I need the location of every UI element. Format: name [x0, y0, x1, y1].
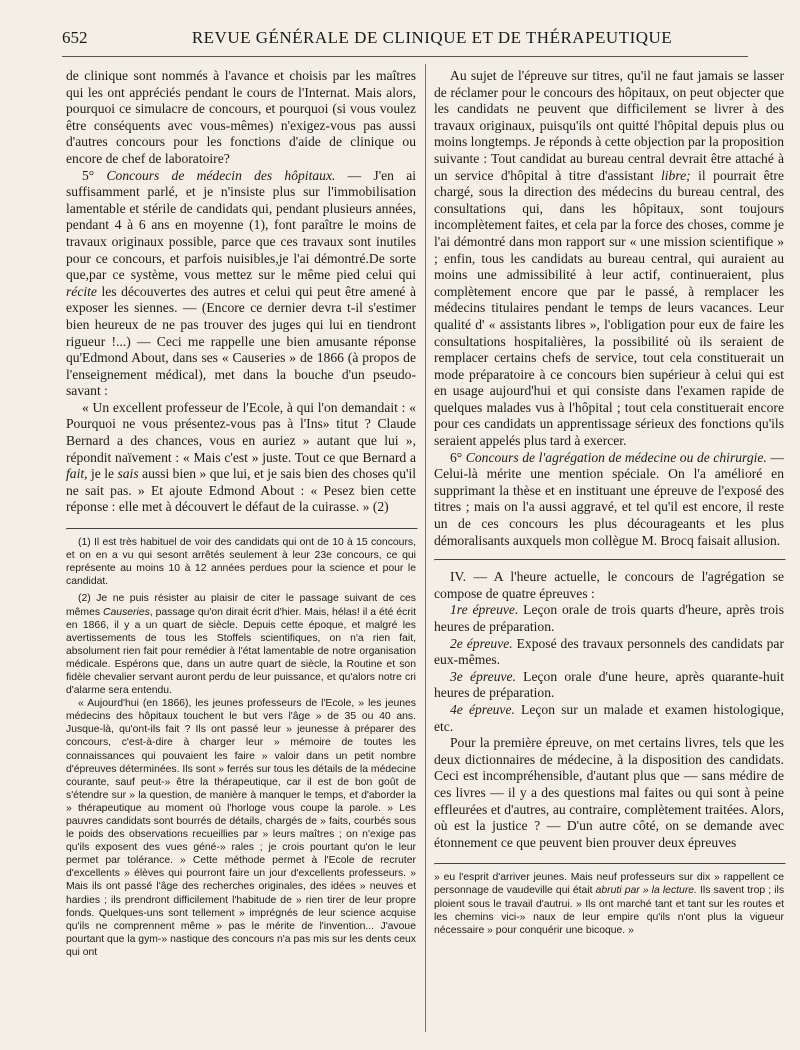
text-run: Exposé des travaux personnels des candidats par eux-mêmes.	[434, 635, 784, 668]
section-gap	[434, 561, 784, 569]
epreuve-label: 1re épreuve.	[450, 602, 519, 618]
text-run: aussi bien » que lui, et je sais bien des choses qu'il ne sait pas. » Et ajoute Edmond About : « Pesez bien cette réponse : elle met à découvert le défaut de la cuirasse. » (2)	[66, 466, 416, 515]
footnote-2	[66, 592, 416, 697]
text-run: (2) Je ne puis résister au plaisir de citer le passage suivant de ces mêmes	[66, 593, 416, 618]
column-divider	[425, 64, 426, 1032]
text-run: il pourrait être chargé, sous la direction des médecins du bureau central, des consultations qui, dans les hôpitaux, sont toujours incomplètement faites, et cela par la force des choses, comme je l'ai démontré dans mon rapport sur « une mission scientifique » ; enfin, tous les candidats au bureau central, qui auraient au moins une admissibilité à leur actif, continueraient, plus complètement encore que par le passé, à remplacer les médecins titulaires pendant le temps de leurs vacances. Leur qualité d' « assistants libres », l'obligation pour eux de faire les consultations hospitalières, la possibilité où ils seraient de remplacer certains chefs de service, tout cela constituerait un mode préparatoire à ce concours bien supérieur à celui qui est en usage aujourd'hui et qui consiste dans l'examen rapide de quelques malades vus à l'hôpital ; tout cela constituerait encore pour ces candidats un apprentissage sérieux des fonctions qu'ils seraient appelés plus tard à exercer.	[434, 167, 784, 449]
footnotes-right	[434, 863, 784, 936]
text-run: les découvertes des autres et celui qui peut être amené à exposer les siennes. — (Encore ce dernier devra t-il s'estimer bien heureux de ne pas trouver des juges qui lui en tiendront rigueur !...) — Ceci me rappelle une bien amusante réponse qu'Edmond About, dans ses « Causeries » de 1866 (à propos de l'enseignement médical), met dans la bouche d'un pseudo-savant :	[66, 283, 416, 399]
right-paragraph-1	[434, 68, 784, 450]
text-run: — Celui-là mérite une mention spéciale. On l'a amélioré en supprimant la thèse et en instituant une épreuve de l'exposé des titres ; mais on l'a aussi aggravé, et tel qu'il est encore, il reste un de ces concours les plus décourageants et les plus démoralisants auxquels mon collègue M. Brocq faisait allusion.	[434, 449, 784, 548]
emphasis: récite	[66, 283, 97, 299]
text-run: Leçon orale d'une heure, après quarante-huit heures de préparation.	[434, 668, 784, 701]
right-paragraph-3: Pour la première épreuve, on met certains livres, tels que les deux dictionnaires de médecine, à la disposition des candidats. Ceci est incompréhensible, d'autant plus que — sans médire de ces livres — il y a des questions mal faites ou qui sont à peine effleurées et d'autres, au contraire, complètement traitées. Alors, où est la justice ? — D'un autre côté, on se demande avec étonnement ce que peuvent bien prouver deux épreuves	[434, 735, 784, 850]
emphasis: abruti par » la lecture.	[595, 885, 697, 897]
left-column	[66, 68, 416, 959]
emphasis: sais	[117, 466, 139, 482]
left-paragraph-3	[66, 400, 416, 516]
footnotes-left	[66, 528, 416, 959]
footnote-rule	[66, 528, 418, 530]
section-title: Concours de l'agrégation de médecine ou de chirurgie.	[465, 449, 767, 465]
running-title: REVUE GÉNÉRALE DE CLINIQUE ET DE THÉRAPEUTIQUE	[191, 28, 673, 47]
section-gap	[434, 549, 784, 559]
emphasis: fait	[66, 466, 85, 482]
emphasis: Causeries	[103, 606, 150, 618]
epreuve-3	[434, 669, 784, 702]
text-run: — J'en ai suffisamment parlé, et je n'insiste plus sur l'immobilisation lamentable et stérile de candidats qui, pendant plusieurs années, pendant 4 à 6 ans en moyenne (1), font paraître le moins de travaux originaux possible, parce que ces travaux sont inutiles pour ce concours, et parfois nuisibles,je l'ai démontré.De sorte que,par ce système, vous mettez sur le même pied celui qui	[66, 167, 417, 283]
footnote-continuation	[434, 871, 784, 936]
text-run: « Un excellent professeur de l'Ecole, à qui l'on demandait : « Pourquoi ne vous présentez-vous pas à l'Ins» titut ? Claude Bernard a des chances, vous en auriez » autant que lui », répondit naïvement : « Mais c'est » juste. Tout ce que Bernard a	[66, 399, 416, 465]
header-rule	[62, 56, 748, 57]
text-run: , passage qu'on dirait écrit d'hier. Mais, hélas! il a été écrit en 1866, il y a un quart de siècle. Depuis cette époque, et malgré les avertissements de tous les Stoffels scientifiques, on n'a rien fait, absolument rien fait pour remédier à l'état lamentable de notre organisation médicale. Espérons que, dans un autre quart de siècle, la Routine et son fidèle chevalier servant auront perdu de leur puissance, et qu'alors notre cri d'alarme sera entendu.	[66, 606, 416, 697]
section-title: Concours de médecin des hôpitaux.	[106, 167, 336, 183]
epreuve-label: 3e épreuve.	[450, 668, 516, 684]
text-run: Leçon sur un malade et examen histologique, etc.	[434, 701, 784, 734]
section-number: 5°	[82, 167, 107, 183]
page-number: 652	[62, 28, 88, 47]
text-run: » eu l'esprit d'arriver jeunes. Mais neuf professeurs sur dix » rappellent ce personnage de vaudeville qui était	[434, 872, 784, 897]
footnote-rule	[434, 863, 786, 865]
left-paragraph-2	[66, 168, 416, 400]
text-run: , je le	[84, 466, 118, 482]
text-run: Au sujet de l'épreuve sur titres, qu'il ne faut jamais se lasser de réclamer pour le concours des hôpitaux, on peut objecter que les candidats ne peuvent que difficilement se livrer à des travaux originaux, puisqu'ils ont quitté l'hôpital depuis plus ou moins longtemps. Je réponds à cette objection par la proposition suivante : Tout candidat au bureau central devrait être attaché à un service d'hôpital à titre d'assistant	[434, 68, 784, 183]
footnote-1: (1) Il est très habituel de voir des candidats qui ont de 10 à 15 concours, et on en a vu qui sesont arrêtés seulement à leur 23e concours, ce qui représente au moins 10 à 12 années perdues pour la science et pour le candidat.	[66, 537, 416, 588]
page-header	[62, 28, 742, 50]
epreuve-4	[434, 702, 784, 735]
right-column	[434, 68, 784, 937]
emphasis: libre;	[661, 167, 691, 183]
epreuve-label: 2e épreuve.	[450, 635, 513, 651]
section-iv-intro: IV. — A l'heure actuelle, le concours de l'agrégation se compose de quatre épreuves :	[434, 569, 784, 601]
epreuve-label: 4e épreuve.	[450, 701, 515, 717]
right-paragraph-2	[434, 450, 784, 550]
section-number: 6°	[450, 449, 466, 465]
footnote-2-quote: « Aujourd'hui (en 1866), les jeunes professeurs de l'Ecole, » les jeunes médecins des hôpitaux touchent le but vers l'âge » de 35 ou 40 ans. Jusque-là, qu'ont-ils fait ? Ils ont passé leur » jeunesse à préparer des concours, c'est-à-dire à charger leur » mémoire de toutes les connaissances qui pouvaient les faire » valoir dans un petit nombre d'épreuves déterminées. Ils sont » ferrés sur tous les détails de la médecine courante, sauf peut-» être la thérapeutique, car il est de bon goût de s'étendre sur » la question, de manière à manquer le temps, et d'aborder la » thérapeutique au moment où l'horloge vous coupe la parole. » Les pauvres candidats sont bourrés de détails, chargés de » faits, courbés sous le poids des observations recueillies par » leurs maîtres ; on n'exige pas qu'ils exposent des vues géné-» rales ; je crois pourtant qu'on le leur permet par tolérance. » Cette méthode permet à l'Ecole de recruter d'excellents » élèves qui pourront faire un jour d'excellents professeurs. » Mais ils ont passé l'âge des recherches originales, des idées » neuves et hardies ; ils prendront difficilement l'habitude de » rien tirer de leur propre fonds. Quelques-uns sont tellement » imprégnés de leur science acquise qu'ils ne comprennent même » pas le mérite de l'invention... J'avoue pourtant que la gym-» nastique des concours n'a pas mis sur les dents ceux qui ont	[66, 698, 416, 958]
epreuve-2	[434, 636, 784, 669]
text-run: Leçon orale de trois quarts d'heure, après trois heures de préparation.	[434, 602, 784, 634]
left-paragraph-1: de clinique sont nommés à l'avance et choisis par les maîtres qui les ont appréciés pendant le cours de l'Internat. Mais alors, pourquoi ce simulacre de concours, et pourquoi (si vous voulez être conséquents avec vous-mêmes) n'exigez-vous pas aussi d'autres concours pour les fonctions d'aide de clinique ou encore de chef de laboratoire?	[66, 68, 416, 166]
epreuve-1	[434, 602, 784, 635]
text-run: Ils savent trop ; ils ploient sous le travail d'autrui. » Ils ont marché tant et tant sur les routes et les chemins vici-» naux de leur empire qu'ils n'ont plus la vigueur nécessaire » pour conquérir une bicoque. »	[434, 885, 785, 936]
